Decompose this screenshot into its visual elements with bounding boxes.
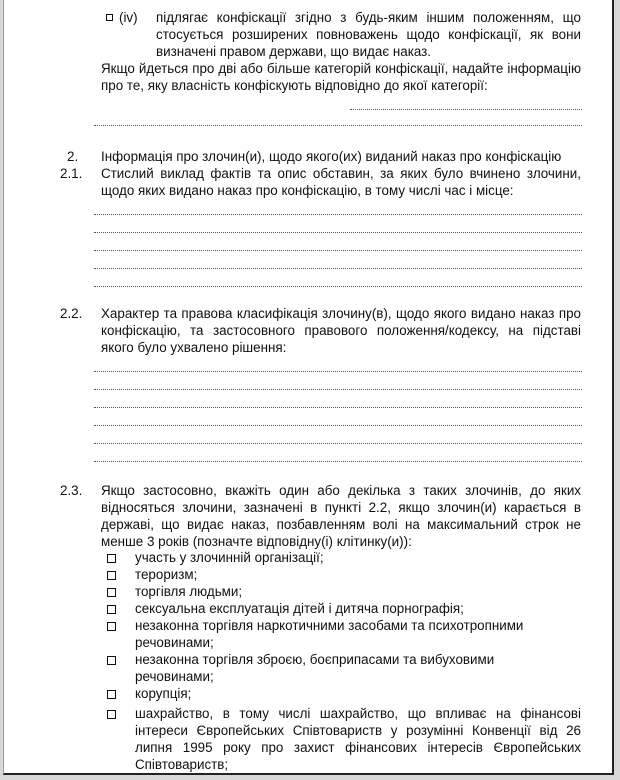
document-page [3,0,614,775]
answer-line[interactable] [94,214,582,215]
answer-line[interactable] [94,371,582,372]
option-checkbox[interactable] [107,690,116,699]
option-checkbox[interactable] [107,588,116,597]
section-2-2-text: Характер та правова класифікація злочину(в), щодо якого видано наказ про конфіскацію, та застосовного правового положення/кодексу, на підставі якого було ухвалено рішення: [101,306,581,355]
answer-line[interactable] [94,389,582,390]
answer-line[interactable] [94,232,582,233]
categories-note: Якщо йдеться про дві або більше категорій конфіскації, надайте інформацію про те, яку власність конфіскують відповідно до якої категорії: [101,61,581,93]
answer-line[interactable] [94,286,582,287]
option-label: тероризм; [135,567,198,582]
option-checkbox[interactable] [107,554,116,563]
answer-line[interactable] [94,407,582,408]
section-number: 2.3. [60,483,83,498]
option-label: корупція; [135,686,192,701]
answer-line[interactable] [94,125,582,126]
answer-line[interactable] [94,425,582,426]
option-checkbox[interactable] [107,710,116,719]
option-label: участь у злочинній організації; [135,550,324,565]
section-number: 2. [67,149,79,164]
answer-line[interactable] [94,461,582,462]
option-checkbox[interactable] [107,622,116,631]
item-iv-text: підлягає конфіскації згідно з будь-яким іншим положенням, що стосується розширених повноважень щодо конфіскації, як вони визначені правом держави, що видає наказ. [156,10,581,59]
section-title: Інформація про злочин(и), щодо якого(их) виданий наказ про конфіскацію [101,149,562,164]
option-label: незаконна торгівля наркотичними засобами та психотропними речовинами; [135,618,524,650]
answer-line[interactable] [94,268,582,269]
checkbox-iv[interactable] [106,14,113,21]
section-2-1-text: Стислий виклад фактів та опис обставин, за яких було вчинено злочини, щодо яких видано наказ про конфіскацію, в тому числі час і місце: [101,166,581,198]
option-label: сексуальна експлуатація дітей і дитяча порнографія; [135,601,464,616]
option-checkbox[interactable] [107,571,116,580]
section-number: 2.1. [60,166,83,181]
option-checkbox[interactable] [107,656,116,665]
section-2-3-text: Якщо застосовно, вкажіть один або декілька з таких злочинів, до яких відносяться злочини, зазначені в пункті 2.2, якщо злочин(и) карається в державі, що видає наказ, позбавленням волі на максимальний строк не менше 3 років (позначте відповідну(і) клітинку(и)): [101,483,581,549]
answer-line[interactable] [94,250,582,251]
answer-line[interactable] [94,443,582,444]
item-marker-iv: (iv) [119,10,138,25]
option-label: незаконна торгівля зброєю, боєприпасами та вибуховими речовинами; [135,652,495,684]
option-label: торгівля людьми; [135,584,243,599]
option-label: шахрайство, в тому числі шахрайство, що впливає на фінансові інтереси Європейських Співтовариств у розумінні Конвенції від 26 липня 1995 року про захист фінансових інтересів Європейських Співтовариств; [135,706,581,772]
answer-line[interactable] [350,109,582,110]
section-number: 2.2. [60,306,83,321]
option-checkbox[interactable] [107,605,116,614]
